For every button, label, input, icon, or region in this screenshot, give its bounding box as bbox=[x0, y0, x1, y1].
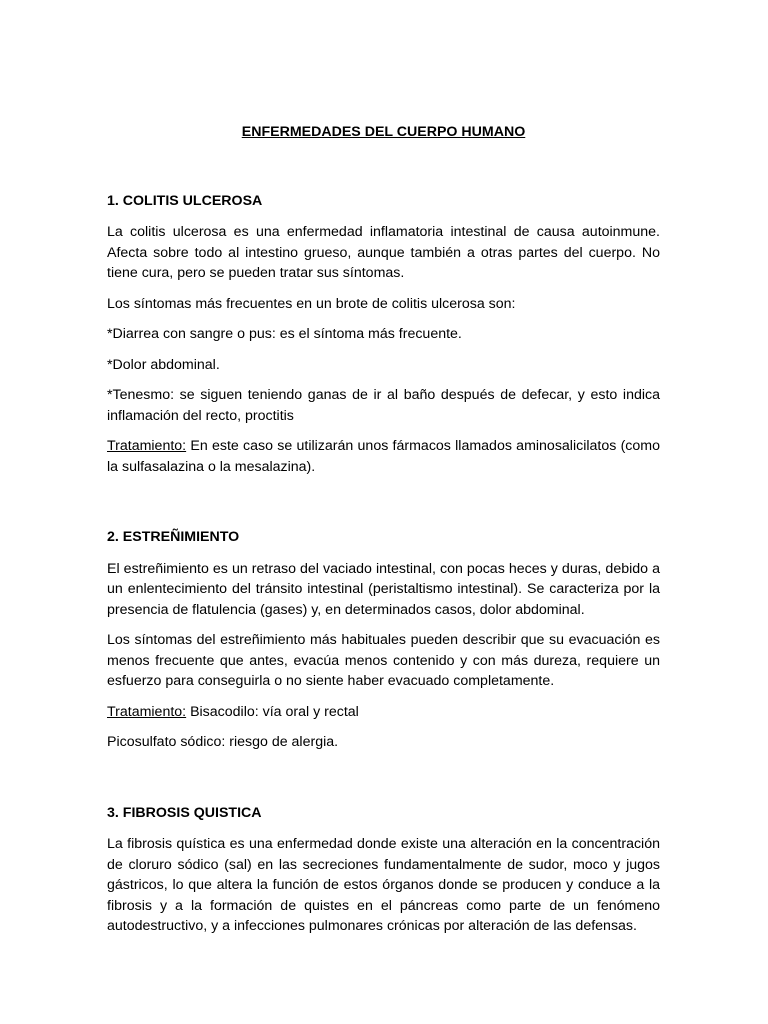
section-fibrosis bbox=[107, 803, 660, 937]
section-spacer bbox=[107, 763, 660, 803]
paragraph-treatment bbox=[107, 436, 660, 477]
symptom-item: *Dolor abdominal. bbox=[107, 356, 220, 373]
paragraph-symptoms: Los síntomas del estreñimiento más habituales pueden describir que su evacuación es menos frecuente que antes, evacúa menos contenido y con más dureza, requiere un esfuerzo para conseguirla o no siente haber evacuado completamente. bbox=[107, 632, 660, 689]
section-heading: 3. FIBROSIS QUISTICA bbox=[107, 804, 262, 821]
treatment-text: Bisacodilo: vía oral y rectal bbox=[186, 703, 359, 720]
paragraph-intro: El estreñimiento es un retraso del vaciado intestinal, con pocas heces y duras, debido a un enlentecimiento del tránsito intestinal (peristaltismo intestinal). Se caracteriza por la presencia de flatulencia (gases) y, en determinados casos, dolor abdominal. bbox=[107, 560, 660, 618]
section-colitis bbox=[107, 191, 660, 478]
section-heading: 1. COLITIS ULCEROSA bbox=[107, 192, 263, 209]
section-estrenimiento bbox=[107, 527, 660, 753]
treatment-text: En este caso se utilizarán unos fármacos llamados aminosalicilatos (como la sulfasalazina o la mesalazina). bbox=[107, 438, 660, 475]
document-title: ENFERMEDADES DEL CUERPO HUMANO bbox=[241, 124, 526, 140]
paragraph-symptoms-intro: Los síntomas más frecuentes en un brote de colitis ulcerosa son: bbox=[107, 295, 516, 312]
document-body bbox=[107, 122, 660, 947]
paragraph-treatment-2: Picosulfato sódico: riesgo de alergia. bbox=[107, 734, 339, 750]
paragraph-treatment bbox=[107, 702, 660, 723]
treatment-label: Tratamiento: bbox=[107, 703, 187, 720]
paragraph-intro: La fibrosis quística es una enfermedad donde existe una alteración en la concentración de cloruro sódico (sal) en las secreciones fundamentalmente de sudor, moco y jugos gástricos, lo que altera la función de estos órganos donde se producen y conduce a la fibrosis y a la formación de quistes en el páncreas como parte de un fenómeno autodestructivo, y a infecciones pulmonares crónicas por alteración de las defensas. bbox=[107, 836, 660, 934]
symptom-item: *Diarrea con sangre o pus: es el síntoma más frecuente. bbox=[107, 326, 462, 342]
paragraph-intro: La colitis ulcerosa es una enfermedad inflamatoria intestinal de causa autoinmune. Afecta sobre todo al intestino grueso, aunque también a otras partes del cuerpo. No tiene cura, pero se pueden tratar sus síntomas. bbox=[107, 224, 660, 281]
section-spacer bbox=[107, 487, 660, 527]
symptom-item: *Tenesmo: se siguen teniendo ganas de ir al baño después de defecar, y esto indica inflamación del recto, proctitis bbox=[107, 387, 660, 424]
section-heading: 2. ESTREÑIMIENTO bbox=[107, 529, 240, 545]
treatment-label: Tratamiento: bbox=[107, 438, 187, 454]
